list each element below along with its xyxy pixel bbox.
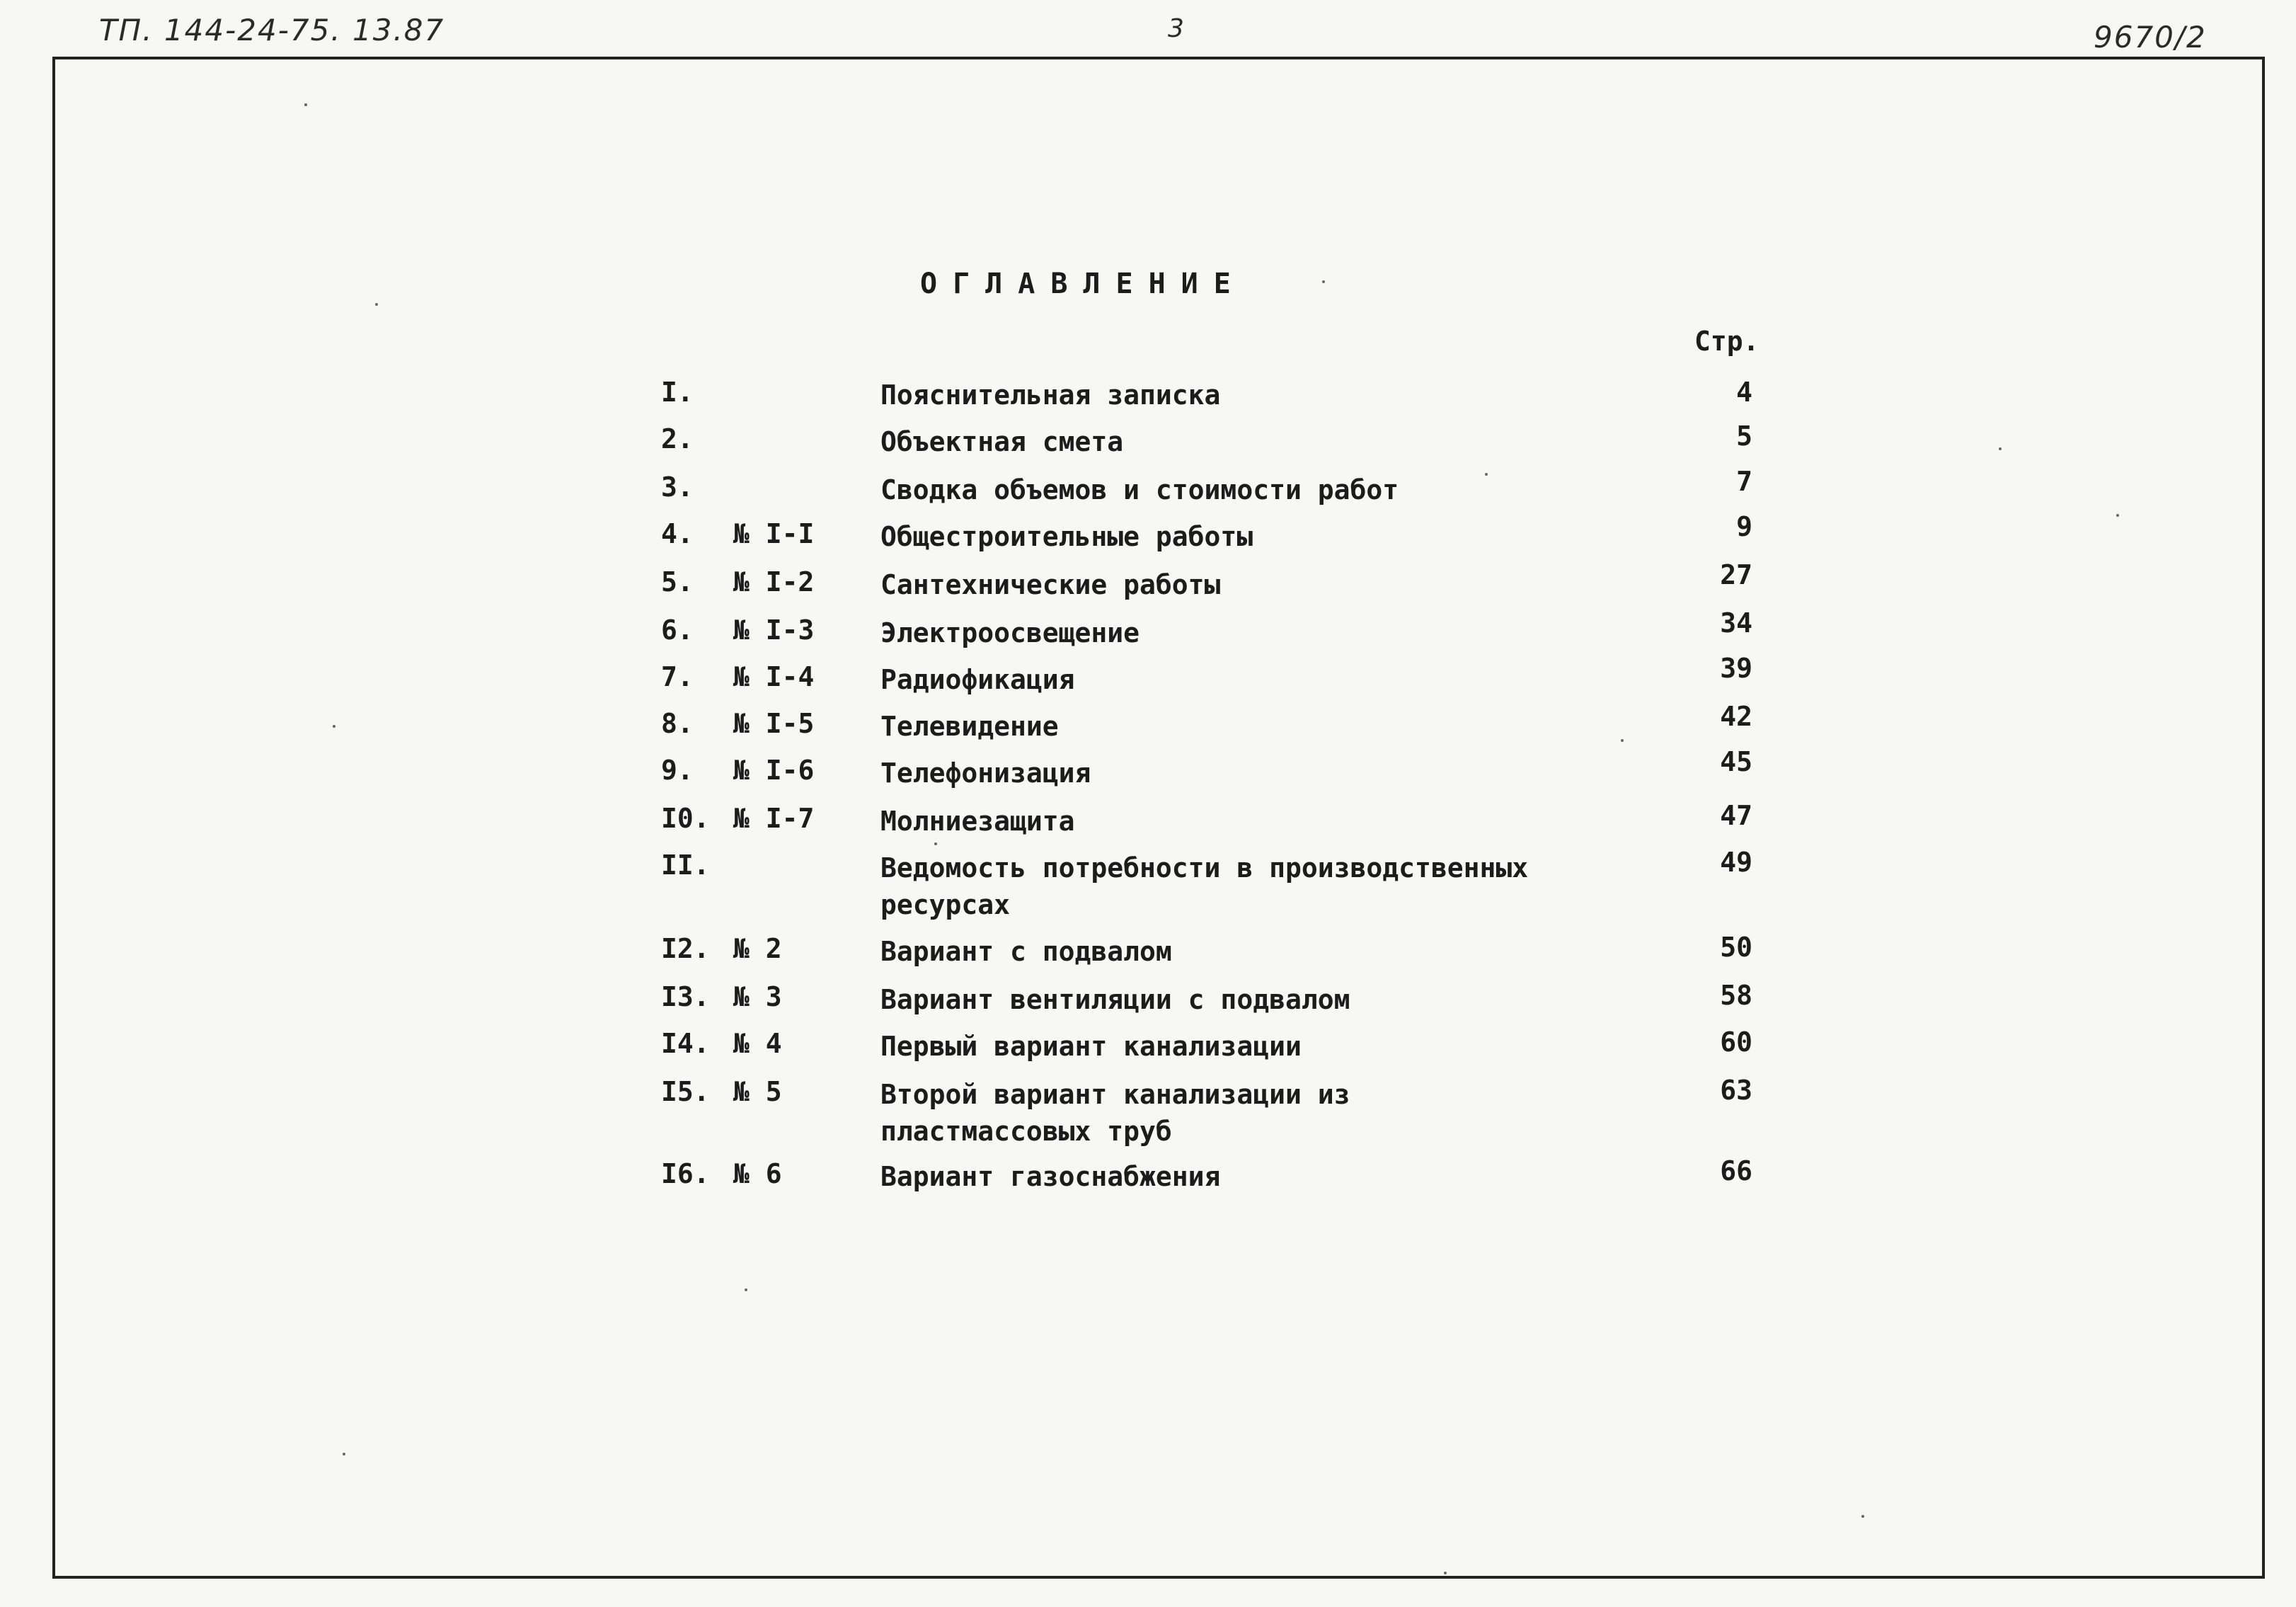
toc-entry-code: № I-2 — [733, 566, 815, 597]
scan-speck — [304, 103, 307, 106]
scan-speck — [1444, 1572, 1447, 1574]
scan-speck — [1999, 447, 2002, 450]
toc-entry-number: I3. — [661, 981, 710, 1012]
toc-entry-title: Вариант с подвалом — [880, 936, 1172, 967]
toc-entry-code: № I-5 — [733, 708, 815, 739]
toc-entry — [0, 847, 2296, 920]
toc-entry-code: № I-7 — [733, 803, 815, 834]
toc-entry-page: 66 — [1720, 1155, 1752, 1186]
toc-entry-number: I2. — [661, 933, 710, 964]
toc-entry — [0, 377, 2296, 419]
toc-entry-number: I0. — [661, 803, 710, 834]
scan-speck — [1621, 739, 1624, 742]
toc-entry-title: Вариант газоснабжения — [880, 1161, 1221, 1192]
toc-entry — [0, 933, 2296, 976]
toc-entry — [0, 701, 2296, 750]
toc-entry-page: 4 — [1736, 377, 1752, 408]
toc-title: ОГЛАВЛЕНИЕ — [920, 268, 1246, 300]
toc-entry-page: 34 — [1720, 607, 1752, 639]
toc-entry-page: 45 — [1720, 746, 1752, 777]
toc-entry — [0, 559, 2296, 609]
scan-speck — [333, 725, 335, 728]
toc-entry-code: № I-I — [733, 518, 815, 549]
toc-entry-title: Телефонизация — [880, 757, 1091, 789]
toc-entry — [0, 1028, 2296, 1070]
toc-entry-page: 9 — [1736, 511, 1752, 542]
scan-speck — [1485, 473, 1488, 476]
toc-entry — [0, 511, 2296, 561]
toc-entry-number: I5. — [661, 1076, 710, 1107]
page-column-header: Стр. — [1694, 326, 1760, 357]
toc-entry-title: Сантехнические работы — [880, 569, 1221, 600]
scan-speck — [1861, 1515, 1864, 1518]
toc-entry-title: Вариант вентиляции с подвалом — [880, 984, 1350, 1015]
toc-entry-number: II. — [661, 850, 710, 881]
toc-entry — [0, 981, 2296, 1024]
document-code: ТП. 144-24-75. 13.87 — [99, 13, 445, 47]
toc-entry-number: 9. — [661, 755, 694, 786]
toc-entry-page: 58 — [1720, 980, 1752, 1011]
toc-entry-page: 47 — [1720, 800, 1752, 831]
toc-entry-title: Общестроительные работы — [880, 521, 1253, 552]
toc-entry-title: Второй вариант канализации из пластмассовых труб — [880, 1079, 1350, 1147]
toc-entry-number: I. — [661, 377, 694, 408]
toc-entry-title: Электроосвещение — [880, 617, 1140, 648]
toc-entry-title: Объектная смета — [880, 426, 1124, 457]
toc-entry — [0, 423, 2296, 466]
toc-entry-title: Молниезащита — [880, 806, 1075, 837]
scan-speck — [1322, 280, 1325, 283]
toc-entry-page: 63 — [1720, 1075, 1752, 1106]
toc-entry-number: 5. — [661, 566, 694, 597]
toc-entry-page: 50 — [1720, 932, 1752, 963]
toc-entry-page: 5 — [1736, 421, 1752, 452]
toc-entry — [0, 746, 2296, 797]
toc-entry — [0, 800, 2296, 845]
toc-entry-title: Пояснительная записка — [880, 379, 1221, 411]
scan-speck — [343, 1453, 345, 1456]
scan-speck — [934, 842, 937, 845]
toc-entry-code: № 3 — [733, 981, 782, 1012]
toc-entry-title: Сводка объемов и стоимости работ — [880, 474, 1399, 505]
toc-entry — [0, 466, 2296, 514]
toc-entry — [0, 1075, 2296, 1147]
toc-entry — [0, 607, 2296, 657]
toc-entry-number: 3. — [661, 471, 694, 503]
toc-entry-code: № 2 — [733, 933, 782, 964]
toc-entry-page: 7 — [1736, 466, 1752, 497]
toc-entry — [0, 1155, 2296, 1201]
page-number: 3 — [1168, 14, 1186, 43]
toc-entry-number: I6. — [661, 1158, 710, 1189]
toc-entry-number: I4. — [661, 1028, 710, 1059]
toc-entry-code: № I-4 — [733, 661, 815, 692]
toc-entry-number: 4. — [661, 518, 694, 549]
toc-entry-title: Радиофикация — [880, 664, 1075, 695]
toc-entry-code: № 6 — [733, 1158, 782, 1189]
toc-entry-page: 49 — [1720, 847, 1752, 878]
toc-entry-number: 6. — [661, 614, 694, 646]
toc-entry-page: 39 — [1720, 653, 1752, 684]
toc-entry-page: 27 — [1720, 559, 1752, 590]
toc-entry-code: № I-3 — [733, 614, 815, 646]
toc-entry-code: № 4 — [733, 1028, 782, 1059]
toc-entry-code: № 5 — [733, 1076, 782, 1107]
toc-entry-title: Ведомость потребности в производственных ресурсах — [880, 852, 1529, 920]
sheet-number: 9670/2 — [2094, 20, 2207, 55]
scan-speck — [745, 1288, 747, 1291]
toc-entry — [0, 653, 2296, 704]
toc-entry-number: 8. — [661, 708, 694, 739]
scan-speck — [375, 303, 378, 306]
scan-speck — [2116, 514, 2119, 517]
toc-entry-number: 2. — [661, 423, 694, 454]
toc-entry-page: 42 — [1720, 701, 1752, 732]
toc-entry-title: Первый вариант канализации — [880, 1031, 1302, 1062]
toc-entry-title: Телевидение — [880, 711, 1059, 742]
toc-entry-number: 7. — [661, 661, 694, 692]
toc-entry-code: № I-6 — [733, 755, 815, 786]
toc-entry-page: 60 — [1720, 1026, 1752, 1058]
